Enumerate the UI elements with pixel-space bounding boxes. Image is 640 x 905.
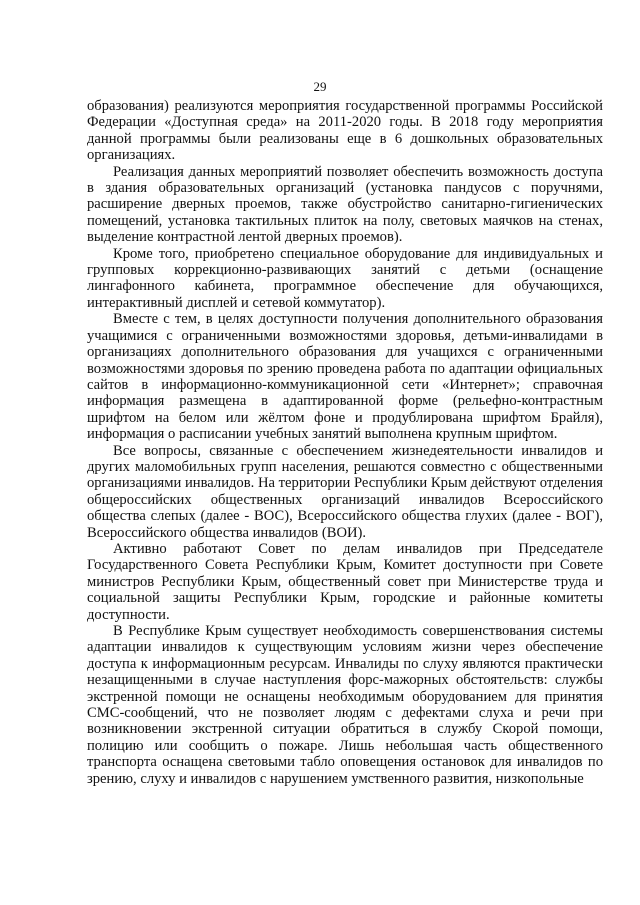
paragraph-accessibility-measures: Реализация данных мероприятий позволяет обеспечить возможность доступа в здания образовательных организаций (установка пандусов с поручнями, расширение дверных проемов, также обустройство санитарно-гигиенических помещений, установка тактильных плиток на полу, световых маячков на стенах, выделение контрастной лентой дверных проемов). [87, 163, 603, 246]
paragraph-councils-committees: Активно работают Совет по делам инвалидов при Председателе Государственного Совета Республики Крым, Комитет доступности при Совете министров Республики Крым, общественный совет при Министерстве труда и социальной защиты Республики Крым, городские и районные комитеты доступности. [87, 540, 603, 623]
page-number: 29 [313, 79, 327, 94]
paragraph-special-equipment: Кроме того, приобретено специальное оборудование для индивидуальных и групповых коррекционно-развивающих занятий с детьми (оснащение лингафонного кабинета, программное обеспечение для обучающихся, интерактивный дисплей и сетевой коммутатор). [87, 245, 603, 311]
document-body [87, 98, 603, 787]
paragraph-information-access: В Республике Крым существует необходимость совершенствования системы адаптации инвалидов к существующим условиям жизни через обеспечение доступа к информационным ресурсам. Инвалиды по слуху являются практически незащищенными в случае наступления форс-мажорных обстоятельств: службы экстренной помощи не оснащены необходимым оборудованием для принятия СМС-сообщений, что не позволяет людям с дефектами слуха и речи при возникновении экстренной ситуации обратиться в службу Скорой помощи, полицию или сообщить о пожаре. Лишь небольшая часть общественного транспорта оснащена световыми табло оповещения остановок для инвалидов по зрению, слуху и инвалидов с нарушением умственного развития, низкопольные [87, 623, 603, 787]
paragraph-continuation: образования) реализуются мероприятия государственной программы Российской Федерации «Доступная среда» на 2011-2020 годы. В 2018 году мероприятия данной программы были реализованы еще в 6 дошкольных образовательных организациях. [87, 98, 603, 164]
paragraph-additional-education: Вместе с тем, в целях доступности получения дополнительного образования учащимися с ограниченными возможностями здоровья, детьми-инвалидами в организациях дополнительного образования для учащихся с ограниченными возможностями здоровья по зрению проведена работа по адаптации официальных сайтов в информационно-коммуникационной сети «Интернет»; справочная информация размещена в адаптированной форме (рельефно-контрастным шрифтом на белом или жёлтом фоне и продублирована шрифтом Брайля), информация о расписании учебных занятий выполнена крупным шрифтом. [87, 311, 603, 443]
paragraph-public-organizations: Все вопросы, связанные с обеспечением жизнедеятельности инвалидов и других маломобильных групп населения, решаются совместно с общественными организациями инвалидов. На территории Республики Крым действуют отделения общероссийских общественных организаций инвалидов Всероссийского общества слепых (далее - ВОС), Всероссийского общества глухих (далее - ВОГ), Всероссийского общества инвалидов (ВОИ). [87, 442, 603, 541]
